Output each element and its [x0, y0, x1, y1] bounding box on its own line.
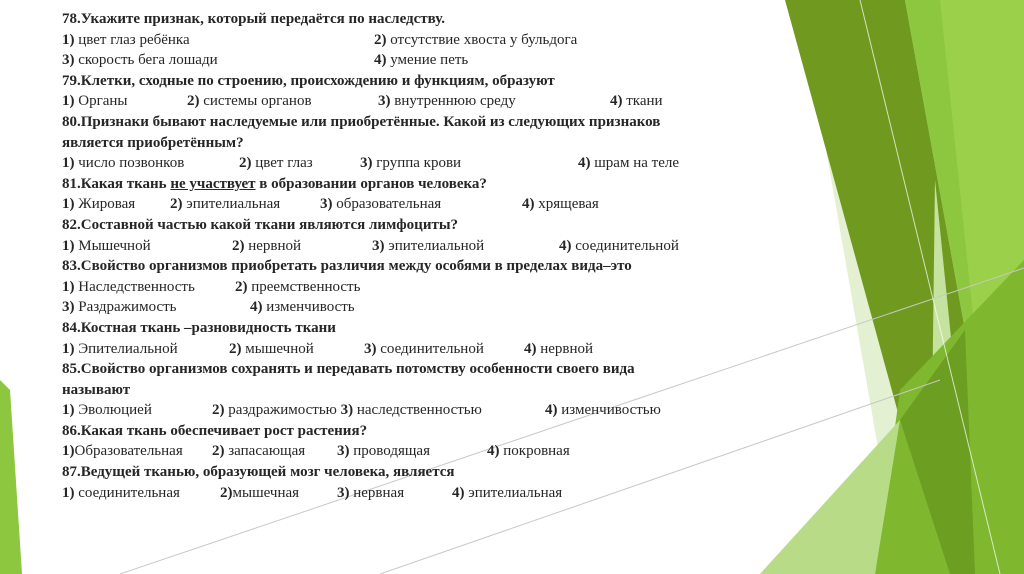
question-81-end: в образовании органов человека? — [255, 175, 487, 192]
answer-85-1: 1) Эволюцией — [62, 402, 152, 419]
answers-83-row2 — [62, 297, 782, 318]
answer-87-3: 3) нервная — [337, 484, 405, 501]
answer-79-3: 3) внутреннюю среду — [378, 93, 516, 110]
answer-86-3: 3) проводящая — [337, 443, 430, 460]
answer-85-4: 4) изменчивостью — [545, 402, 661, 419]
answers-83-row1 — [62, 277, 782, 298]
answers-79 — [62, 91, 782, 112]
answer-78-2: 2) отсутствие хвоста у бульдога — [374, 31, 578, 48]
answer-84-1: 1) Эпителиальной — [62, 340, 178, 357]
answer-84-2: 2) мышечной — [229, 340, 314, 357]
answer-80-3: 3) группа крови — [360, 155, 462, 172]
answers-80 — [62, 153, 782, 174]
question-87: 87.Ведущей тканью, образующей мозг человека, является — [62, 464, 455, 481]
answers-81 — [62, 194, 782, 215]
answer-87-1: 1) соединительная — [62, 484, 180, 501]
answer-78-3: 3) скорость бега лошади — [62, 52, 218, 69]
answer-83-1: 1) Наследственность — [62, 278, 195, 295]
answer-79-1: 1) Органы — [62, 93, 128, 110]
question-81 — [62, 174, 782, 195]
answer-81-3: 3) образовательная — [320, 196, 442, 213]
answer-86-2: 2) запасающая — [212, 443, 306, 460]
answer-80-4: 4) шрам на теле — [578, 155, 679, 172]
question-85-cont: называют — [62, 381, 131, 398]
question-80-cont: является приобретённым? — [62, 134, 244, 151]
answer-83-2: 2) преемственность — [235, 278, 361, 295]
question-84: 84.Костная ткань –разновидность ткани — [62, 319, 336, 336]
question-79: 79.Клетки, сходные по строению, происхождению и функциям, образуют — [62, 72, 555, 89]
answers-84 — [62, 339, 782, 360]
question-80: 80.Признаки бывают наследуемые или приобретённые. Какой из следующих признаков — [62, 113, 661, 130]
question-82: 82.Составной частью какой ткани являются лимфоциты? — [62, 216, 459, 233]
answer-82-2: 2) нервной — [232, 237, 302, 254]
answer-80-2: 2) цвет глаз — [239, 155, 313, 172]
answer-85-2: 2) раздражимостью 3) наследственностью — [212, 402, 482, 419]
answer-79-4: 4) ткани — [610, 93, 663, 110]
answer-81-1: 1) Жировая — [62, 196, 136, 213]
answer-87-4: 4) эпителиальная — [452, 484, 563, 501]
answer-78-1: 1) цвет глаз ребёнка — [62, 31, 190, 48]
answer-80-1: 1) число позвонков — [62, 155, 185, 172]
answers-86 — [62, 441, 782, 462]
answer-86-1: 1)Образовательная — [62, 443, 183, 460]
answer-79-2: 2) системы органов — [187, 93, 312, 110]
answer-82-1: 1) Мышечной — [62, 237, 151, 254]
answers-78-row1 — [62, 30, 782, 51]
question-78: 78.Укажите признак, который передаётся по наследству. — [62, 11, 445, 27]
answer-86-4: 4) покровная — [487, 443, 570, 460]
question-86: 86.Какая ткань обеспечивает рост растения? — [62, 422, 368, 439]
test-questions — [62, 9, 782, 503]
answers-82 — [62, 236, 782, 257]
answer-84-3: 3) соединительной — [364, 340, 484, 357]
deco-left-accent — [0, 380, 22, 574]
answer-81-2: 2) эпителиальная — [170, 196, 281, 213]
question-81-start: 81.Какая ткань — [62, 175, 171, 192]
question-85: 85.Свойство организмов сохранять и передавать потомству особенности своего вида — [62, 361, 635, 378]
answer-84-4: 4) нервной — [524, 340, 594, 357]
question-81-underlined: не участвует — [170, 175, 256, 192]
answer-81-4: 4) хрящевая — [522, 196, 599, 213]
question-83: 83.Свойство организмов приобретать различия между особями в пределах вида–это — [62, 258, 632, 275]
answers-78-row2 — [62, 50, 782, 71]
answer-87-2: 2)мышечная — [220, 484, 300, 501]
answer-82-4: 4) соединительной — [559, 237, 679, 254]
answer-78-4: 4) умение петь — [374, 52, 469, 69]
answers-87 — [62, 483, 782, 504]
answers-85 — [62, 400, 782, 421]
answer-83-3: 3) Раздражимость — [62, 299, 177, 316]
answer-83-4: 4) изменчивость — [250, 299, 355, 316]
answer-82-3: 3) эпителиальной — [372, 237, 485, 254]
